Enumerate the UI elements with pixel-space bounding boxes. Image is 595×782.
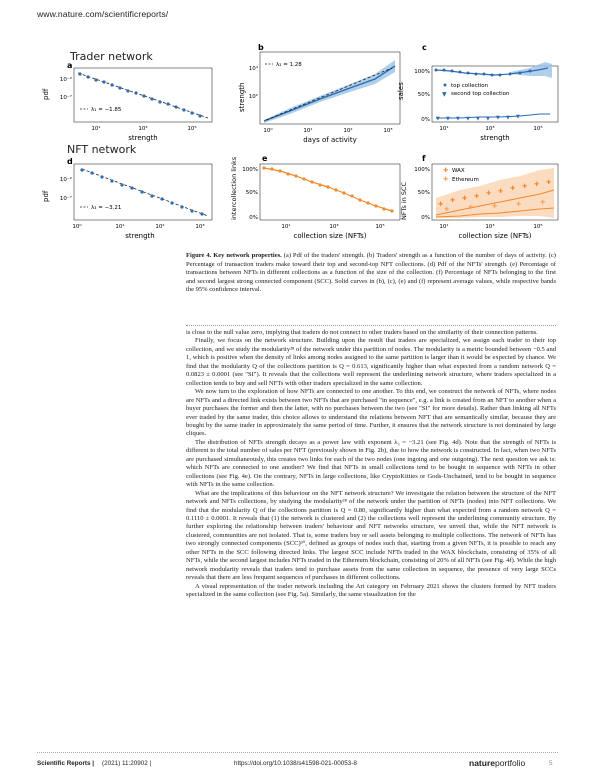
svg-text:✚: ✚ [492,203,498,210]
svg-text:✚: ✚ [516,201,522,208]
panel-c-ytick: 50% [417,92,430,98]
figure-4-graphic [40,30,560,250]
panel-c-ytick: 100% [414,69,430,75]
panel-d-legend: λ₃ = −3.21 [91,205,122,211]
panel-c-ytick: 0% [421,117,430,123]
svg-text:▼: ▼ [516,114,520,120]
panel-b-ylabel: strength [238,82,246,112]
panel-a-ylabel: pdf [42,88,50,100]
panel-c-letter: c [422,43,427,52]
panel-e-ytick: 100% [242,167,258,173]
panel-e-ytick: 0% [249,215,258,221]
panel-e-xlabel: collection size (NFTs) [293,232,367,240]
page-number: 5 [549,760,553,767]
panel-c-ylabel: sales [397,82,405,100]
panel-d [42,157,212,240]
panel-e-xtick: 10¹ [281,224,291,230]
panel-b-xtick: 10³ [383,128,393,134]
svg-text:▼: ▼ [476,116,480,122]
panel-e-ylabel: intercollection links [230,156,238,220]
panel-c-xtick: 10³ [485,126,495,132]
panel-c-legend-top: top collection [451,83,489,89]
panel-a-letter: a [67,61,73,70]
paragraph: The distribution of NFTs strength decays as a power law with exponent λ₃ = −3.21 (see Fig. 4d). Note that the strength of NFTs is different to the total number of sales per NFT (previously shown in Fig. 2b), due to how the network is constructed. In fact, when two NFTs are purchased simultaneously, this creates two links for each of the two nodes (one ingoing and one outgoing). The next question we ask is: which NFTs are connected to one another? We find that NFTs in small collections tend to be bought in sequence with NFTs in other collections (see Fig. 4e). On the contrary, NFTs in large collections, like CryptoKitties or Gods-Unchained, tend to be bought in sequence with NFTs in the same collection. [186,438,556,489]
svg-text:▼: ▼ [486,116,490,122]
panel-a-ytick: 10⁻² [59,77,72,83]
caption-title: Key network properties. [213,252,282,259]
panel-b-ytick: 10² [248,94,258,100]
paragraph: Finally, we focus on the network structure. Building upon the result that traders are specialized, we assign each trader to their top collection, and we study the modularity²⁸ of the network under this partition of nodes. The modularity is a metric bounded between −0.5 and 1, which is positive when the density of links among nodes assigned to the same partition is larger than it would be expected by chance. We find that the modularity Q of the collections partition is Q = 0.613, significantly higher than what expected from a random network Q = 0.0823 ± 0.0001 (see "SI"). It reveals that the collections well represent the underlining network structure, where traders specialized in a collection tends to buy and sell NFTs with other traders specialized in the same collection. [186,337,556,387]
panel-d-xtick: 10⁰ [72,224,82,230]
panel-f-legend-ethereum: Ethereum [452,177,479,183]
panel-f-ytick: 100% [414,167,430,173]
caption-divider [186,325,556,326]
svg-text:▼: ▼ [506,115,510,121]
svg-text:▼: ▼ [456,116,460,122]
panel-b-xtick: 10² [343,128,353,134]
caption-text: (a) Pdf of the traders' strength. (b) Traders' strength as a function of the number of days of activity. (c) Percentage of transaction traders make toward their top and second-top NFT collections. (d) Pdf of the NFTs' strength. (e) Percentage of transactions between NFTs in different collections as a function of the size of the collection. (f) Percentage of NFTs belonging to the first and second largest strong connected component (SCC). Solid curves in (b), (c), (e) and (f) represent average values, while respective bands the 95% confidence interval. [186,252,556,293]
trader-network-title: Trader network [70,50,153,63]
footer-journal: Scientific Reports | [37,760,95,767]
paragraph: A visual representation of the trader network including the Art category on February 2021 shows the clusters formed by NFT traders specialized in the same collection (see Fig. 5a). Similarly, the same visualization for the [186,582,556,599]
footer-doi-link[interactable]: https://doi.org/10.1038/s41598-021-00053-8 [234,760,357,767]
panel-b-ytick: 10⁴ [248,66,258,72]
panel-f [400,154,558,240]
caption-label: Figure 4. [186,252,212,259]
panel-b-xtick: 10¹ [303,128,313,134]
panel-f-ylabel: NFTs in SCC [400,181,408,220]
panel-d-ylabel: pdf [42,190,50,202]
panel-e-letter: e [262,154,268,163]
panel-a-xtick: 10³ [138,126,148,132]
panel-b-xlabel: days of activity [303,136,357,144]
body-text [186,329,556,600]
panel-e-xtick: 10⁵ [375,224,385,230]
panel-e-ytick: 50% [245,190,258,196]
footer-divider [37,752,558,753]
nft-network-title: NFT network [67,143,137,156]
svg-text:▼: ▼ [436,116,440,122]
panel-c-xtick: 10⁵ [533,126,543,132]
panel-f-xtick: 10³ [485,224,495,230]
svg-text:✚: ✚ [522,183,528,190]
footer-year: (2021) 11:20902 | [102,760,152,767]
panel-b-xtick: 10⁰ [263,128,273,134]
panel-a-xlabel: strength [128,134,158,142]
svg-text:▼: ▼ [442,91,447,98]
panel-f-xtick: 10⁵ [533,224,543,230]
panel-c-legend-second: second top collection [451,91,510,97]
panel-c-xlabel: strength [480,134,510,142]
panel-f-legend-wax: WAX [452,168,465,174]
brand-portfolio: portfolio [494,758,526,768]
panel-d-xtick: 10² [155,224,165,230]
paragraph: What are the implications of this behaviour on the NFT network structure? We investigate the relation between the structure of the NFT network and NFTs collections, by studying the modularity²⁸ of the network under the partition of NFTs (nodes) into NFT collections. We find that the modularity Q of the collections partition is Q = 0.80, significantly higher than what expected from a random network Q = 0.1110 ± 0.0001. It reveals that (1) the network is clustered and (2) the collections well represent the underlining community structure. By further exploring the relationship between traders' behaviour and NFT networks structure, we unveil that, while the NFT network is clustered, communities are not isolated. That is, some traders buy or sell assets belonging to multiple collections. The network of NFTs has two strongly connected components (SCC)³⁰, defined as groups of nodes such that, starting from a given NFTs, it is possible to reach any other NFTs in the SCC following directed links. The largest SCC include NFTs traded in the WAX blockchain, consisting of 35% of all NFTs, while the second largest includes NFTs traded in the Ethereum blockchain, consisting of 20% of all NFTs (see Fig. 4f). While the high network modularity reveals that traders tend to purchase assets from the same collection in sequence, the presence of very large SCCs reveals that there are less frequent sequences of purchases in different collections. [186,489,556,582]
svg-text:✚: ✚ [438,201,444,208]
svg-text:✚: ✚ [540,199,546,206]
svg-text:✚: ✚ [462,195,468,202]
nature-portfolio-logo [469,758,525,768]
panel-f-ytick: 0% [421,215,430,221]
svg-text:✚: ✚ [443,176,449,183]
panel-c-xtick: 10¹ [439,126,449,132]
panel-a [42,61,212,142]
paragraph: We now turn to the exploration of how NFTs are connected to one another. To this end, we construct the network of NFTs, where nodes are NFTs and a directed link exists between two NFTs that are purchased "in sequence", e.g. a link is created from an NFT to another when a buyer purchases the former and then the latter, with no purchases between the two (see "SI" for more details). Rather than linking all NFTs ever traded by the same trader, this choice allows to understand the relations between NFT that are semantically similar, because they are bought by the same trader in approximately the same period of time. Further, it ensures that the network structure is not dominated by large cliques. [186,388,556,438]
panel-e [230,154,400,240]
panel-d-ytick: 10⁻⁷ [59,196,72,202]
panel-a-legend: λ₁ = −1.85 [91,107,122,113]
panel-d-letter: d [67,157,73,166]
figure-4 [40,30,560,250]
svg-text:✚: ✚ [534,181,540,188]
panel-b-legend: λ₂ = 1.28 [276,62,302,68]
panel-d-ytick: 10⁻² [59,177,72,183]
svg-text:✚: ✚ [486,190,492,197]
panel-f-ytick: 50% [417,190,430,196]
svg-text:✚: ✚ [546,179,552,186]
footer [37,757,558,771]
panel-b-letter: b [258,43,264,52]
svg-text:▼: ▼ [496,115,500,121]
svg-text:✚: ✚ [450,197,456,204]
svg-text:▼: ▼ [446,116,450,122]
paragraph: is close to the null value zero, implying that traders do not connect to other traders based on the similarity of their connection patterns. [186,329,538,336]
panel-d-xtick: 10³ [195,224,205,230]
svg-text:✚: ✚ [444,206,450,213]
svg-text:✚: ✚ [468,204,474,211]
panel-c [397,43,558,142]
figure-caption [186,252,556,295]
panel-d-xlabel: strength [125,232,155,240]
svg-text:✚: ✚ [498,188,504,195]
panel-f-letter: f [422,154,426,163]
panel-a-xtick: 10¹ [91,126,101,132]
svg-text:✚: ✚ [443,167,449,174]
page-url[interactable]: www.nature.com/scientificreports/ [37,9,169,19]
brand-nature: nature [469,758,495,768]
panel-f-xtick: 10¹ [439,224,449,230]
panel-e-xtick: 10³ [329,224,339,230]
panel-f-xlabel: collection size (NFTs) [458,232,532,240]
svg-text:▼: ▼ [466,116,470,122]
svg-text:✚: ✚ [510,185,516,192]
panel-b [238,43,400,144]
panel-a-xtick: 10⁵ [187,126,197,132]
panel-a-ytick: 10⁻⁷ [59,95,72,101]
svg-text:✚: ✚ [474,193,480,200]
panel-d-xtick: 10¹ [115,224,125,230]
